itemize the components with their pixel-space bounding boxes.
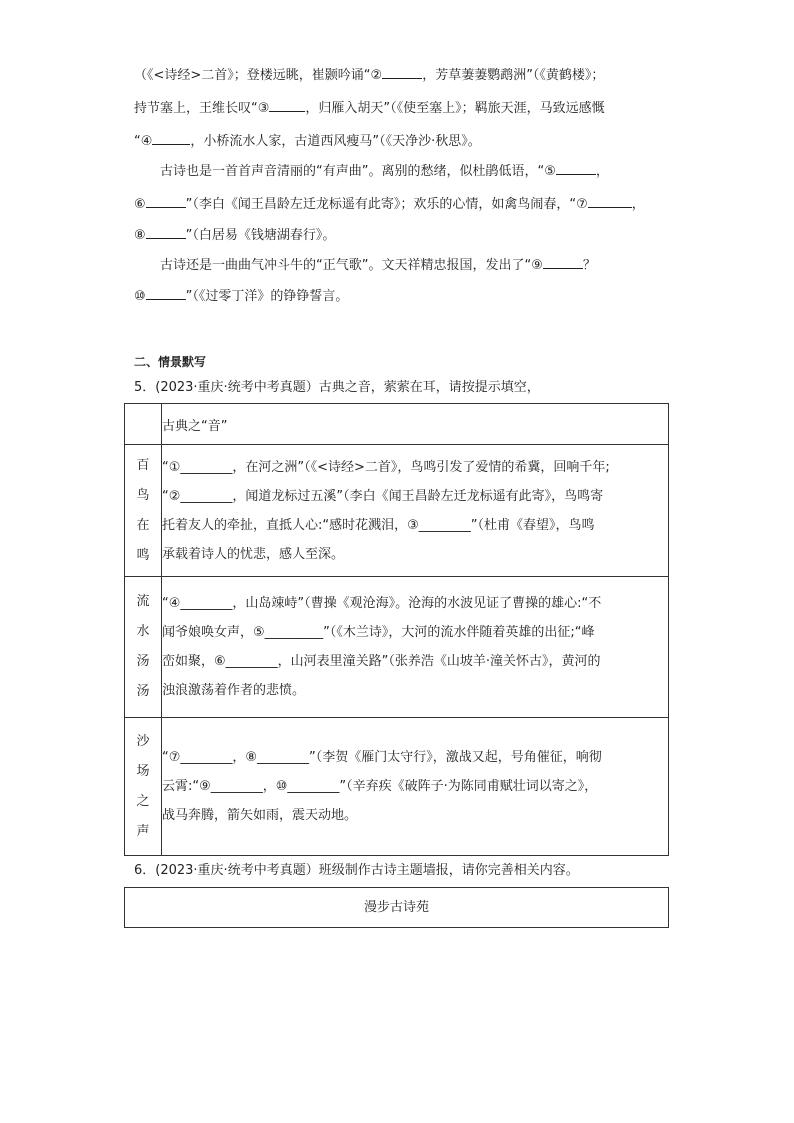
intro-line-2 bbox=[134, 97, 605, 119]
row-label-char: 汤 bbox=[136, 684, 150, 699]
table-corner-cell bbox=[125, 404, 162, 445]
row-label-char: 场 bbox=[136, 763, 150, 779]
row-label-char: 声 bbox=[136, 823, 150, 839]
text: ，归雁入胡天”（《使至塞上》；羁旅天涯，马致远感慨 bbox=[305, 101, 605, 116]
row-line: 云霄:“⑨________，⑩________”（辛弃疾《破阵子·为陈同甫赋壮词以寄之》， bbox=[162, 779, 598, 794]
question-5-table bbox=[124, 403, 669, 856]
table-row bbox=[125, 718, 669, 856]
row-label-char: 鸣 bbox=[136, 547, 150, 563]
row-label bbox=[125, 445, 162, 577]
blank-number: ④ bbox=[140, 134, 153, 149]
text: 持节塞上，王维长叹“ bbox=[134, 101, 258, 116]
blank-number: ⑥ bbox=[134, 197, 146, 212]
section-heading: 二、情景默写 bbox=[134, 355, 207, 369]
row-label-char: 在 bbox=[136, 517, 150, 533]
row-label bbox=[125, 718, 162, 856]
intro-line-4 bbox=[160, 160, 609, 182]
text: “ bbox=[134, 134, 141, 149]
text: ”（白居易《钱塘湖春行》。 bbox=[185, 228, 336, 243]
text: ，芳草萋萋鹦鹉洲”（《黄鹤楼》； bbox=[422, 68, 605, 83]
row-label-char: 百 bbox=[136, 457, 150, 473]
row-label bbox=[125, 577, 162, 718]
row-content bbox=[162, 445, 669, 577]
text: （《<诗经>二首》；登楼远眺，崔颢吟诵“ bbox=[134, 68, 371, 83]
blank-number: ⑩ bbox=[134, 289, 146, 304]
answer-blank[interactable] bbox=[146, 285, 186, 300]
row-line: “④________，山岛竦峙”（曹操《观沧海》。沧海的水波见证了曹操的雄心:“不 bbox=[162, 596, 602, 611]
row-label-char: 沙 bbox=[136, 733, 150, 749]
row-line: “①________，在河之洲”（《<诗经>二首》，鸟鸣引发了爱情的希冀，回响千年; bbox=[162, 459, 610, 475]
row-label-char: 水 bbox=[136, 624, 150, 639]
text: ？ bbox=[582, 258, 596, 273]
row-line: 浊浪激荡着作者的悲愤。 bbox=[162, 683, 306, 698]
blank-number: ⑦ bbox=[576, 197, 588, 212]
row-line: 战马奔腾，箭矢如雨，震天动地。 bbox=[162, 808, 358, 823]
answer-blank[interactable] bbox=[588, 193, 632, 208]
blank-number: ⑧ bbox=[134, 228, 146, 243]
table-header-row bbox=[125, 404, 669, 445]
answer-blank[interactable] bbox=[146, 193, 186, 208]
row-line: 承载着诗人的忧悲，感人至深。 bbox=[162, 546, 345, 562]
question-6-stem: 6．(2023·重庆·统考中考真题）班级制作古诗主题墙报，请你完善相关内容。 bbox=[134, 863, 579, 878]
text: ， bbox=[595, 164, 609, 179]
answer-blank[interactable] bbox=[556, 160, 596, 175]
intro-line-6 bbox=[134, 224, 335, 246]
text: ， bbox=[631, 197, 645, 212]
blank-number: ⑨ bbox=[531, 258, 543, 273]
question-5-stem: 5．(2023·重庆·统考中考真题）古典之音，萦萦在耳，请按提示填空， bbox=[134, 380, 540, 395]
answer-blank[interactable] bbox=[382, 64, 422, 79]
intro-line-7 bbox=[160, 254, 596, 276]
text: 古诗还是一曲曲气冲斗牛的“正气歌”。文天祥精忠报国，发出了“ bbox=[160, 258, 532, 273]
text: ”（《过零丁洋》的铮铮誓言。 bbox=[185, 289, 349, 304]
text: ”（李白《闻王昌龄左迁龙标遥有此寄》；欢乐的心情，如禽鸟闹春，“ bbox=[185, 197, 577, 212]
answer-blank[interactable] bbox=[152, 130, 190, 145]
table-row bbox=[125, 445, 669, 577]
table-header-cell bbox=[162, 404, 669, 445]
table-row bbox=[125, 577, 669, 718]
row-content bbox=[162, 718, 669, 856]
blank-number: ② bbox=[370, 68, 383, 83]
answer-blank[interactable] bbox=[543, 254, 583, 269]
box-title: 漫步古诗苑 bbox=[363, 900, 429, 915]
intro-line-5 bbox=[134, 193, 645, 215]
intro-line-8 bbox=[134, 285, 348, 307]
row-label-char: 之 bbox=[136, 793, 150, 809]
answer-blank[interactable] bbox=[146, 224, 186, 239]
intro-line-1 bbox=[134, 64, 604, 86]
table-header-text: 古典之“音” bbox=[162, 418, 228, 434]
text: 古诗也是一首首声音清丽的“有声曲”。离别的愁绪，似杜鹃低语，“ bbox=[160, 164, 545, 179]
row-line: “②________，闻道龙标过五溪”（李白《闻王昌龄左迁龙标遥有此寄》，鸟鸣寄 bbox=[162, 488, 604, 504]
row-line: 托着友人的牵扯，直抵人心:“感时花溅泪，③________”（杜甫《春望》，鸟鸣 bbox=[162, 517, 595, 533]
row-label-char: 鸟 bbox=[136, 487, 150, 503]
row-line: 峦如聚，⑥________，山河表里潼关路”（张养浩《山坡羊·潼关怀古》，黄河的 bbox=[162, 654, 601, 669]
row-content bbox=[162, 577, 669, 718]
row-label-char: 流 bbox=[136, 594, 150, 609]
question-6-box bbox=[124, 887, 669, 928]
row-line: 闻爷娘唤女声，⑤_________”（《木兰诗》，大河的流水伴随着英雄的出征;“峰 bbox=[162, 625, 595, 640]
text: ，小桥流水人家，古道西风瘦马”（《天净沙·秋思》。 bbox=[190, 134, 481, 149]
row-line: “⑦________，⑧________”（李贺《雁门太守行》，激战又起，号角催征，响彻 bbox=[162, 750, 602, 765]
blank-number: ⑤ bbox=[544, 164, 556, 179]
intro-line-3 bbox=[134, 130, 481, 152]
answer-blank[interactable] bbox=[269, 97, 305, 112]
blank-number: ③ bbox=[257, 101, 270, 116]
row-label-char: 汤 bbox=[136, 654, 150, 669]
